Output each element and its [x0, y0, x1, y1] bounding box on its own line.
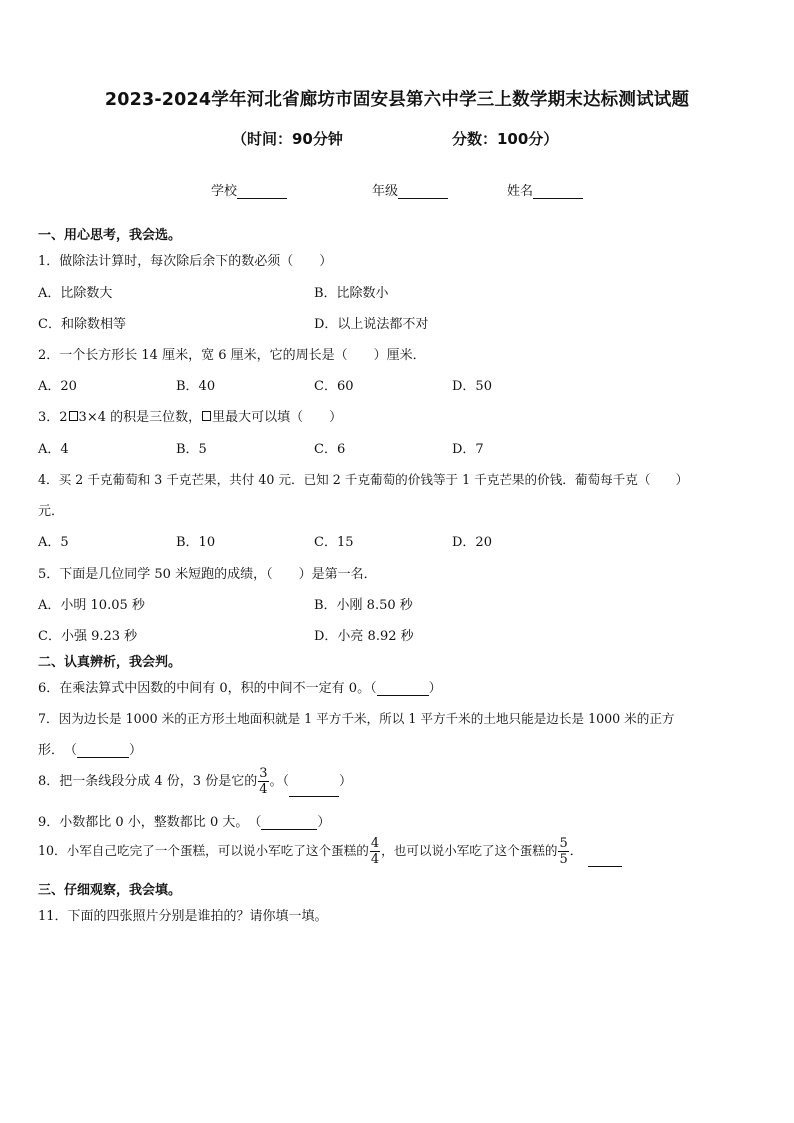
name-blank[interactable] [533, 184, 583, 199]
q2-option-c[interactable]: C．60 [314, 379, 354, 394]
q8-answer-blank[interactable] [289, 782, 339, 797]
q10-numerator-2: 5 [559, 836, 568, 851]
section-3-heading: 三、仔细观察，我会填。 [38, 883, 182, 898]
q9-close: ） [317, 815, 331, 830]
q10-answer-blank[interactable] [588, 852, 622, 867]
q3-stem-post: 里最大可以填（ ） [212, 410, 343, 425]
q6-text: 6．在乘法算式中因数的中间有 0，积的中间不一定有 0。（ [38, 681, 377, 696]
q5-option-a[interactable]: A．小明 10.05 秒 [38, 598, 145, 613]
q9-stem [38, 811, 330, 830]
q4-option-d[interactable]: D．20 [452, 535, 492, 550]
q4-option-c[interactable]: C．15 [314, 535, 354, 550]
q8-post: 。（ [269, 774, 290, 789]
q7-stem-line1: 7．因为边长是 1000 米的正方形土地面积就是 1 平方千米，所以 1 平方千米的土地只能是边长是 1000 米的正方 [38, 711, 675, 726]
q3-option-d[interactable]: D．7 [452, 442, 484, 457]
q4-stem-line2: 元． [38, 504, 65, 519]
q5-option-d[interactable]: D．小亮 8.92 秒 [314, 629, 414, 644]
q1-option-c[interactable]: C．和除数相等 [38, 317, 126, 332]
blank-box-icon [202, 411, 211, 421]
q3-stem-mid: 3×4 的积是三位数， [78, 410, 202, 425]
q3-option-b[interactable]: B．5 [176, 442, 207, 457]
q3-stem-pre: 3．2 [38, 410, 68, 425]
q10-fraction-1 [370, 836, 380, 867]
q7-stem-line2 [38, 739, 142, 758]
blank-box-icon [69, 411, 78, 421]
q9-answer-blank[interactable] [261, 815, 317, 830]
q8-denominator: 4 [259, 782, 268, 797]
q10-mid: ，也可以说小军吃了这个蛋糕的 [381, 843, 558, 858]
q11-stem: 11．下面的四张照片分别是谁拍的？请你填一填。 [38, 909, 328, 924]
name-field[interactable] [507, 180, 583, 199]
q10-denominator-2: 5 [559, 852, 568, 867]
page-title: 2023-2024学年河北省廊坊市固安县第六中学三上数学期末达标测试试题 [104, 90, 690, 110]
q5-stem: 5．下面是几位同学 50 米短跑的成绩，（ ）是第一名． [38, 567, 377, 582]
school-field[interactable] [211, 180, 287, 199]
section-1-heading: 一、用心思考，我会选。 [38, 228, 182, 243]
q1-stem: 1．做除法计算时，每次除后余下的数必须（ ） [38, 254, 333, 269]
school-blank[interactable] [237, 184, 287, 199]
q7-close: ） [129, 743, 143, 758]
q2-option-b[interactable]: B．40 [176, 379, 216, 394]
q5-option-b[interactable]: B．小刚 8.50 秒 [314, 598, 413, 613]
grade-field[interactable] [372, 180, 448, 199]
q8-close: ） [339, 774, 353, 789]
q3-option-c[interactable]: C．6 [314, 442, 346, 457]
q8-fraction [258, 766, 268, 797]
grade-label: 年级 [372, 184, 399, 199]
q7-answer-blank[interactable] [77, 743, 129, 758]
q3-stem [38, 406, 342, 425]
q2-option-d[interactable]: D．50 [452, 379, 492, 394]
q1-option-d[interactable]: D．以上说法都不对 [314, 317, 429, 332]
q7-text: 形． （ [38, 743, 78, 758]
q3-option-a[interactable]: A．4 [38, 442, 69, 457]
q9-text: 9．小数都比 0 小，整数都比 0 大。 （ [38, 815, 262, 830]
q6-answer-blank[interactable] [377, 681, 429, 696]
q2-option-a[interactable]: A．20 [38, 379, 77, 394]
q8-numerator: 3 [259, 766, 268, 781]
q8-stem [38, 766, 352, 797]
exam-time: （时间：90分钟 [232, 130, 343, 148]
q10-fraction-2 [558, 836, 568, 867]
q4-option-b[interactable]: B．10 [176, 535, 216, 550]
q8-text: 8．把一条线段分成 4 份，3 份是它的 [38, 774, 258, 789]
q10-numerator-1: 4 [370, 836, 380, 851]
q6-close: ） [428, 681, 442, 696]
q1-option-b[interactable]: B．比除数小 [314, 286, 389, 301]
school-label: 学校 [211, 184, 238, 199]
q4-stem-line1: 4．买 2 千克葡萄和 3 千克芒果，共付 40 元．已知 2 千克葡萄的价钱等于 1 千克芒果的价钱．葡萄每千克（ ） [38, 472, 689, 487]
grade-blank[interactable] [398, 184, 448, 199]
name-label: 姓名 [507, 184, 534, 199]
q6-stem [38, 677, 442, 696]
exam-score: 分数：100分） [452, 130, 559, 148]
q10-post: ． [569, 843, 583, 858]
q10-text: 10．小军自己吃完了一个蛋糕，可以说小军吃了这个蛋糕的 [38, 843, 369, 858]
q4-option-a[interactable]: A．5 [38, 535, 69, 550]
section-2-heading: 二、认真辨析，我会判。 [38, 655, 182, 670]
q10-stem [38, 836, 622, 867]
q2-stem: 2．一个长方形长 14 厘米，宽 6 厘米，它的周长是（ ）厘米． [38, 348, 426, 363]
q10-denominator-1: 4 [370, 852, 380, 867]
q5-option-c[interactable]: C．小强 9.23 秒 [38, 629, 138, 644]
q1-option-a[interactable]: A．比除数大 [38, 286, 113, 301]
